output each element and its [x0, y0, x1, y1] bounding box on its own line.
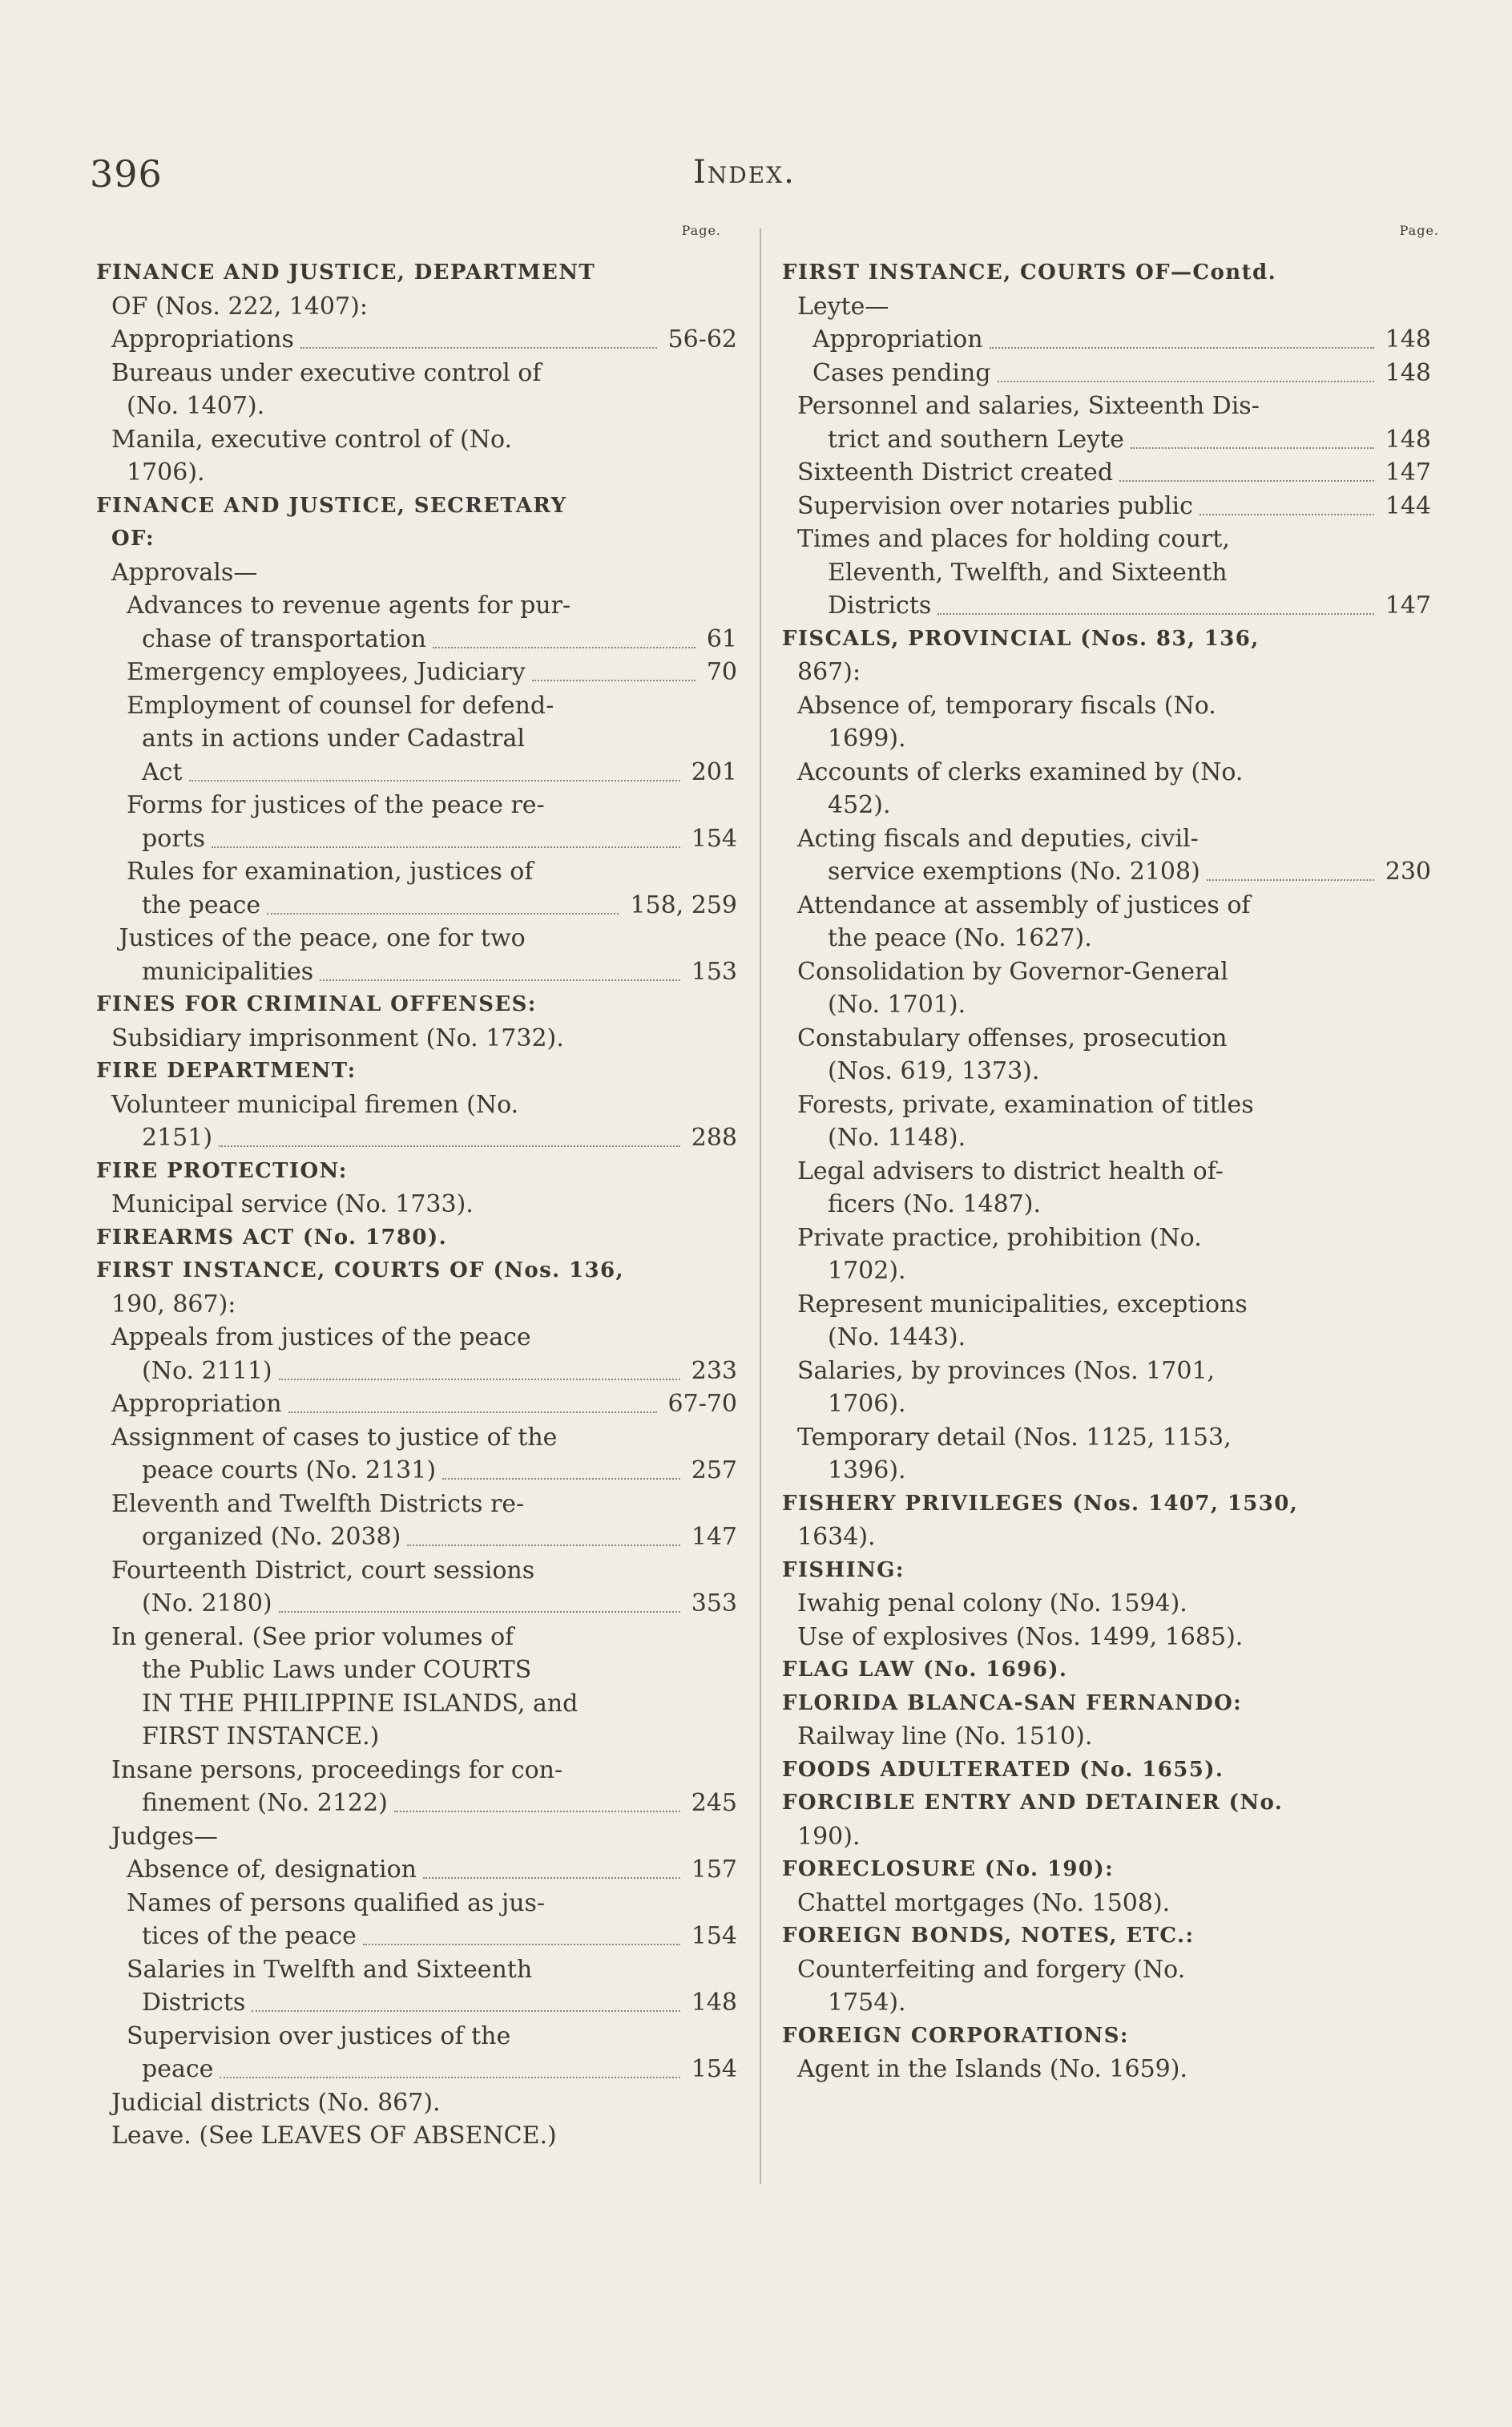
index-entry-text: FIRE DEPARTMENT: [96, 1059, 357, 1083]
index-entry-text: Volunteer municipal firemen (No. [111, 1090, 519, 1119]
index-line [96, 256, 737, 290]
index-entry-text: FOODS ADULTERATED (No. 1655). [782, 1757, 1224, 1782]
page-title: Index. [693, 154, 796, 191]
index-entry-text: (No. 1407). [127, 392, 265, 420]
index-line [782, 390, 1423, 423]
page-reference: 201 [691, 757, 737, 786]
index-entry-text: 452). [828, 791, 891, 819]
index-entry-text: FISHING: [782, 1557, 905, 1582]
dot-leader [998, 357, 1374, 382]
page-reference: 61 [706, 624, 737, 653]
index-entry-text: Railway line (No. 1510). [797, 1722, 1093, 1751]
index-entry-text: Insane persons, proceedings for con- [111, 1755, 563, 1784]
index-line [782, 1853, 1423, 1887]
dot-leader [279, 1587, 680, 1613]
index-line [782, 1520, 1423, 1554]
index-line [96, 1188, 737, 1222]
dot-leader [423, 1853, 680, 1879]
index-line [782, 623, 1423, 656]
index-line [782, 290, 1423, 324]
index-line [96, 1621, 737, 1654]
page-reference: 233 [691, 1356, 737, 1385]
index-line [96, 1387, 737, 1421]
index-line [96, 1986, 737, 2020]
index-line [96, 722, 737, 756]
dot-leader [937, 589, 1373, 615]
index-line [782, 1288, 1423, 1322]
dot-leader [1119, 456, 1374, 482]
index-entry-text: Employment of counsel for defend- [127, 691, 554, 720]
page-number: 396 [90, 152, 163, 196]
index-entry-text: Municipal service (No. 1733). [111, 1190, 474, 1218]
index-entry-text: 2151) [142, 1124, 213, 1152]
page-reference: 147 [1385, 458, 1431, 487]
index-entry-text: Subsidiary imprisonment (No. 1732). [111, 1024, 564, 1052]
index-entry-text: Appropriation [812, 325, 983, 353]
index-line [96, 1820, 737, 1854]
index-entry-text: Eleventh and Twelfth Districts re- [111, 1489, 525, 1518]
index-entry-text: FISHERY PRIVILEGES (Nos. 1407, 1530, [782, 1491, 1299, 1516]
index-line [96, 1654, 737, 1687]
page-reference: 148 [1385, 358, 1431, 387]
index-entry-text: Times and places for holding court, [797, 525, 1230, 553]
index-line [96, 1920, 737, 1953]
index-entry-text: peace [142, 2055, 214, 2083]
index-line [96, 2119, 737, 2153]
page-reference: 148 [1385, 325, 1431, 353]
index-entry-text: Salaries in Twelfth and Sixteenth [127, 1955, 533, 1984]
index-entry-text: 1754). [828, 1989, 906, 2017]
page-reference: 353 [691, 1589, 737, 1617]
index-entry-text: FLAG LAW (No. 1696). [782, 1658, 1068, 1682]
index-entry-text: (No. 1701). [828, 991, 966, 1019]
index-line [782, 1254, 1423, 1288]
index-entries [96, 256, 737, 2153]
index-line [96, 822, 737, 856]
page-reference: 288 [691, 1124, 737, 1152]
index-line [96, 855, 737, 889]
index-line [782, 1022, 1423, 1056]
index-entry-text: FISCALS, PROVINCIAL (Nos. 83, 136, [782, 626, 1260, 651]
index-line [782, 2020, 1423, 2053]
index-entry-text: organized (No. 2038) [142, 1523, 401, 1551]
index-line [782, 1820, 1423, 1854]
index-line [96, 789, 737, 822]
dot-leader [219, 1121, 680, 1147]
index-entry-text: Accounts of clerks examined by (No. [797, 757, 1244, 786]
index-entry-text: Absence of, designation [127, 1856, 417, 1884]
index-entry-text: Represent municipalities, exceptions [797, 1290, 1248, 1318]
index-entry-text: Supervision over justices of the [127, 2021, 511, 2050]
index-line [782, 855, 1431, 889]
index-line [782, 1488, 1423, 1521]
index-entry-text: IN THE PHILIPPINE ISLANDS, and [142, 1689, 579, 1718]
index-line [782, 556, 1423, 590]
index-entry-text: Approvals— [111, 558, 258, 587]
index-entry-text: 1702). [828, 1257, 906, 1285]
page-reference: 257 [691, 1456, 737, 1484]
index-entry-text: FIREARMS ACT (No. 1780). [96, 1225, 448, 1250]
index-entry-text: the peace [142, 890, 261, 919]
index-entry-text: Salaries, by provinces (Nos. 1701, [797, 1356, 1216, 1385]
index-entry-text: (No. 2180) [142, 1589, 272, 1617]
index-entry-text: Consolidation by Governor-General [797, 957, 1228, 986]
index-line [96, 955, 737, 989]
index-line [782, 1188, 1423, 1222]
index-entry-text: Temporary detail (Nos. 1125, 1153, [797, 1423, 1232, 1452]
index-line [782, 889, 1423, 923]
index-line [782, 1121, 1423, 1155]
index-line [96, 1853, 737, 1887]
index-line [782, 922, 1423, 955]
index-line [782, 357, 1431, 390]
dot-leader [279, 1355, 680, 1380]
index-line [96, 1355, 737, 1388]
index-line [96, 556, 737, 590]
dot-leader [442, 1454, 680, 1480]
index-line [96, 1887, 737, 1920]
index-entry-text: FINANCE AND JUSTICE, DEPARTMENT [96, 260, 596, 285]
index-entry-text: Attendance at assembly of justices of [797, 890, 1251, 919]
index-entry-text: Personnel and salaries, Sixteenth Dis- [797, 392, 1260, 420]
index-entry-text: Rules for examination, justices of [127, 858, 534, 886]
page-reference: 158, 259 [630, 890, 737, 919]
index-line [782, 1986, 1423, 2020]
index-entry-text: ficers (No. 1487). [828, 1190, 1041, 1218]
index-line [96, 1321, 737, 1355]
index-entry-text: FOREIGN CORPORATIONS: [782, 2023, 1129, 2048]
index-line [96, 1687, 737, 1721]
page-reference: 56-62 [667, 325, 737, 353]
index-entry-text: Leave. (See LEAVES OF ABSENCE.) [111, 2122, 557, 2150]
index-entry-text: FIRST INSTANCE, COURTS OF—Contd. [782, 260, 1277, 285]
index-line [96, 689, 737, 723]
index-line [782, 1754, 1423, 1787]
column-divider [760, 228, 761, 2184]
index-entry-text: Emergency employees, Judiciary [127, 658, 526, 686]
index-entry-text: 190). [797, 1822, 861, 1851]
page-reference: 154 [691, 1922, 737, 1950]
index-entry-text: finement (No. 2122) [142, 1789, 388, 1817]
index-line [96, 2053, 737, 2086]
index-line [782, 523, 1423, 556]
index-entry-text: Appropriation [111, 1390, 282, 1418]
index-entry-text: service exemptions (No. 2108) [828, 858, 1200, 886]
index-line [96, 490, 737, 523]
index-entry-text: Assignment of cases to justice of the [111, 1423, 558, 1452]
index-entry-text: Act [142, 757, 183, 786]
page-reference: 147 [691, 1523, 737, 1551]
index-entry-text: (No. 1443). [828, 1323, 966, 1351]
index-line [782, 656, 1423, 689]
index-line [96, 1953, 737, 1987]
index-entry-text: FORECLOSURE (No. 190): [782, 1857, 1115, 1881]
index-line [782, 1088, 1423, 1122]
index-entry-text: ants in actions under Cadastral [142, 725, 525, 753]
index-line [96, 589, 737, 623]
dot-leader [288, 1387, 657, 1413]
index-entry-text: Appropriations [111, 325, 294, 353]
index-entry-text: Judges— [111, 1822, 218, 1851]
index-line [96, 2020, 737, 2053]
index-entry-text: (No. 2111) [142, 1356, 272, 1385]
index-line [782, 1421, 1423, 1455]
index-entry-text: Acting fiscals and deputies, civil- [797, 824, 1199, 853]
index-entry-text: (No. 1148). [828, 1124, 966, 1152]
index-line [782, 1155, 1423, 1189]
index-line [782, 1454, 1423, 1488]
index-line [782, 756, 1423, 789]
index-entry-text: Judicial districts (No. 867). [111, 2088, 441, 2117]
index-line [96, 1587, 737, 1621]
page-reference: 148 [691, 1989, 737, 2017]
index-entry-text: Agent in the Islands (No. 1659). [797, 2055, 1187, 2083]
index-line [96, 1088, 737, 1122]
index-line [782, 1321, 1423, 1355]
page-reference: 154 [691, 2055, 737, 2083]
index-line [96, 623, 737, 656]
index-line [782, 1953, 1423, 1987]
index-line [96, 1121, 737, 1155]
index-entry-text: the peace (No. 1627). [828, 924, 1092, 952]
index-entry-text: Appeals from justices of the peace [111, 1323, 531, 1351]
dot-leader [267, 889, 619, 915]
index-line [782, 955, 1423, 989]
index-entry-text: ports [142, 824, 206, 853]
dot-leader [252, 1986, 679, 2012]
index-entry-text: FOREIGN BONDS, NOTES, ETC.: [782, 1924, 1195, 1948]
index-entry-text: Districts [828, 592, 932, 620]
index-line [782, 1720, 1423, 1754]
index-entry-text: Constabulary offenses, prosecution [797, 1024, 1228, 1052]
index-entry-text: FINANCE AND JUSTICE, SECRETARY [96, 493, 567, 518]
index-entry-text: Private practice, prohibition (No. [797, 1223, 1202, 1252]
index-entry-text: FIRST INSTANCE.) [142, 1722, 380, 1751]
index-entry-text: Manila, executive control of (No. [111, 425, 513, 454]
index-entry-text: Sixteenth District created [797, 458, 1114, 487]
index-entry-text: peace courts (No. 2131) [142, 1456, 437, 1484]
dot-leader [433, 623, 696, 648]
page-reference: 67-70 [667, 1390, 737, 1418]
index-line [782, 490, 1431, 523]
index-entry-text: Names of persons qualified as jus- [127, 1888, 546, 1917]
index-line [96, 1754, 737, 1787]
dot-leader [189, 756, 680, 781]
index-line [782, 1920, 1423, 1953]
page-reference: 230 [1385, 858, 1431, 886]
index-entry-text: municipalities [142, 957, 314, 986]
index-line [96, 1488, 737, 1521]
page-reference: 154 [691, 824, 737, 853]
index-entry-text: 190, 867): [111, 1290, 236, 1318]
index-line [96, 357, 737, 390]
dot-leader [212, 822, 680, 848]
index-entry-text: In general. (See prior volumes of [111, 1622, 514, 1651]
page-column-label: Page. [681, 223, 721, 238]
index-line [782, 689, 1423, 723]
dot-leader [407, 1520, 679, 1546]
dot-leader [532, 656, 696, 681]
page-reference: 153 [691, 957, 737, 986]
index-entry-text: Fourteenth District, court sessions [111, 1556, 535, 1585]
index-entry-text: trict and southern Leyte [828, 425, 1124, 454]
page-column-label: Page. [1399, 223, 1439, 238]
index-line [782, 1554, 1423, 1588]
index-line [96, 1454, 737, 1488]
index-entry-text: 1699). [828, 725, 906, 753]
index-line [782, 2053, 1423, 2086]
index-line [96, 889, 737, 923]
index-line [782, 1055, 1423, 1088]
index-entry-text: Eleventh, Twelfth, and Sixteenth [828, 558, 1228, 587]
dot-leader [1207, 855, 1374, 881]
index-entry-text: Justices of the peace, one for two [119, 924, 526, 952]
index-line [782, 1654, 1423, 1687]
dot-leader [363, 1920, 680, 1945]
page-reference: 245 [691, 1789, 737, 1817]
dot-leader [320, 955, 680, 981]
index-line [96, 756, 737, 789]
index-line [782, 1621, 1423, 1654]
index-line [782, 1687, 1423, 1721]
index-line [96, 1288, 737, 1322]
index-entry-text: 1634). [797, 1523, 876, 1551]
index-entry-text: Iwahig penal colony (No. 1594). [797, 1589, 1187, 1617]
index-line [782, 589, 1431, 623]
index-line [782, 988, 1423, 1022]
index-entry-text: OF (Nos. 222, 1407): [111, 292, 368, 321]
dot-leader [394, 1787, 680, 1812]
index-entry-text: FORCIBLE ENTRY AND DETAINER (No. [782, 1791, 1284, 1815]
index-entry-text: Absence of, temporary fiscals (No. [797, 691, 1216, 720]
index-entry-text: Chattel mortgages (No. 1508). [797, 1888, 1171, 1917]
index-line [782, 722, 1423, 756]
index-entry-text: Forests, private, examination of titles [797, 1090, 1254, 1119]
index-line [96, 1155, 737, 1189]
index-line [782, 1355, 1423, 1388]
index-entry-text: 1706). [127, 458, 205, 487]
index-line [96, 456, 737, 490]
index-entries [782, 256, 1431, 2086]
index-line [96, 1222, 737, 1255]
index-line [96, 2086, 737, 2120]
index-line [96, 423, 737, 457]
index-line [96, 1720, 737, 1754]
index-line [96, 523, 737, 556]
index-line [782, 323, 1431, 357]
index-line [782, 423, 1431, 457]
index-entry-text: Districts [142, 1989, 246, 2017]
index-entry-text: 1396). [828, 1456, 906, 1484]
index-entry-text: Forms for justices of the peace re- [127, 791, 545, 819]
index-line [782, 1787, 1423, 1820]
index-entry-text: 1706). [828, 1390, 906, 1418]
index-line [782, 1587, 1423, 1621]
index-line [96, 1022, 737, 1056]
index-line [782, 822, 1423, 856]
index-entry-text: Advances to revenue agents for pur- [127, 592, 571, 620]
index-line [96, 1055, 737, 1088]
index-line [96, 1520, 737, 1554]
index-entry-text: Counterfeiting and forgery (No. [797, 1955, 1186, 1984]
index-line [96, 656, 737, 689]
index-line [782, 789, 1423, 822]
dot-leader [1200, 490, 1374, 515]
index-line [782, 1222, 1423, 1255]
index-line [96, 1421, 737, 1455]
index-line [96, 1554, 737, 1588]
page-reference: 147 [1385, 592, 1431, 620]
index-entry-text: tices of the peace [142, 1922, 357, 1950]
dot-leader [990, 323, 1374, 349]
index-entry-text: Legal advisers to district health of- [797, 1157, 1224, 1185]
index-entry-text: chase of transportation [142, 624, 426, 653]
page-reference: 70 [706, 658, 737, 686]
page-reference: 144 [1385, 491, 1431, 520]
index-line [782, 256, 1423, 290]
index-line [96, 988, 737, 1022]
index-entry-text: FIRE PROTECTION: [96, 1158, 348, 1183]
index-entry-text: Bureaus under executive control of [111, 358, 542, 387]
index-line [96, 390, 737, 423]
index-entry-text: the Public Laws under COURTS [142, 1656, 532, 1684]
index-line [96, 1254, 737, 1288]
index-entry-text: Cases pending [812, 358, 991, 387]
index-line [96, 922, 737, 955]
index-line [96, 290, 737, 324]
index-line [782, 456, 1431, 490]
index-line [96, 323, 737, 357]
page-reference: 157 [691, 1856, 737, 1884]
index-line [782, 1387, 1423, 1421]
dot-leader [220, 2053, 679, 2078]
dot-leader [300, 323, 657, 349]
index-entry-text: FINES FOR CRIMINAL OFFENSES: [96, 992, 537, 1016]
index-line [96, 1787, 737, 1820]
index-entry-text: Leyte— [797, 292, 889, 321]
page-reference: 148 [1385, 425, 1431, 454]
index-entry-text: Use of explosives (Nos. 1499, 1685). [797, 1622, 1244, 1651]
index-entry-text: OF: [111, 527, 155, 551]
index-entry-text: FIRST INSTANCE, COURTS OF (Nos. 136, [96, 1258, 624, 1282]
index-entry-text: Supervision over notaries public [797, 491, 1193, 520]
index-entry-text: 867): [797, 658, 861, 686]
index-line [782, 1887, 1423, 1920]
index-entry-text: FLORIDA BLANCA-SAN FERNANDO: [782, 1690, 1243, 1715]
dot-leader [1131, 423, 1374, 449]
index-entry-text: (Nos. 619, 1373). [828, 1057, 1040, 1085]
